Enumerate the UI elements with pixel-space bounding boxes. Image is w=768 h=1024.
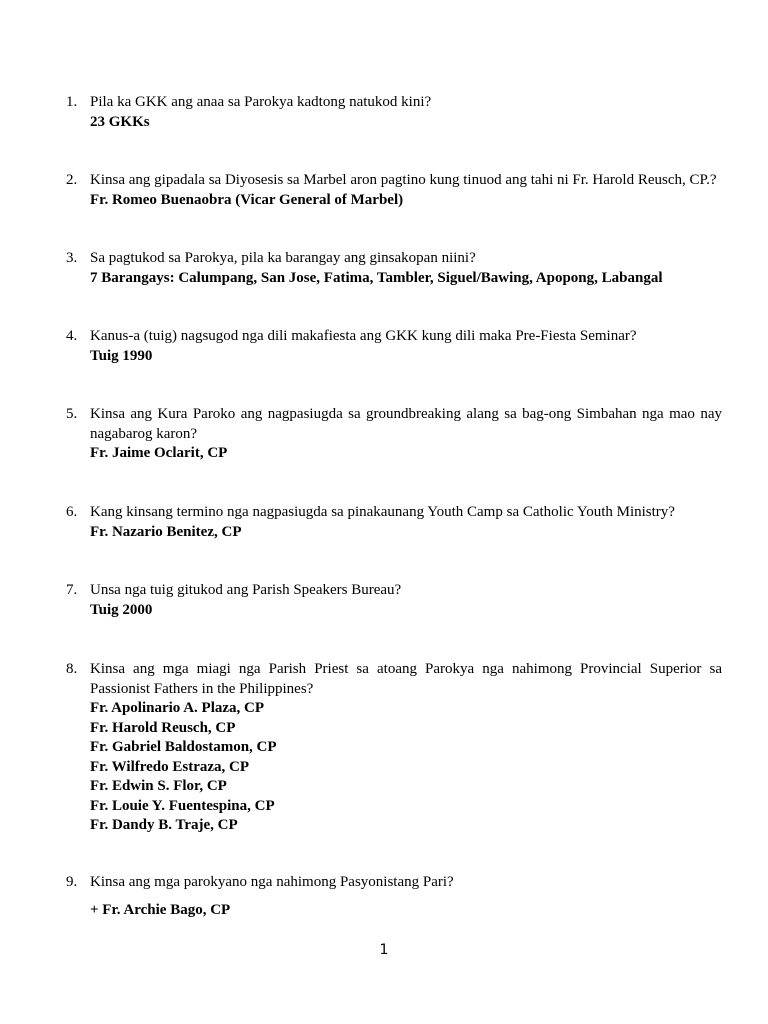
- question-text: Kinsa ang gipadala sa Diyosesis sa Marbel aron pagtino kung tinuod ang tahi ni Fr. Harold Reusch, CP.?: [90, 172, 717, 188]
- answer-text: Fr. Dandy B. Traje, CP: [90, 817, 238, 833]
- answer-text: Fr. Louie Y. Fuentespina, CP: [90, 797, 275, 814]
- answer-text: + Fr. Archie Bago, CP: [90, 901, 231, 918]
- question-number: 8.: [66, 661, 78, 677]
- question-text: Kang kinsang termino nga nagpasiugda sa pinakaunang Youth Camp sa Catholic Youth Ministry?: [90, 504, 675, 520]
- question-item: [66, 581, 722, 620]
- question-number: 5.: [66, 406, 78, 422]
- question-text: Kanus-a (tuig) nagsugod nga dili makafiesta ang GKK kung dili maka Pre-Fiesta Seminar?: [90, 328, 637, 344]
- answer-text: 7 Barangays: Calumpang, San Jose, Fatima, Tambler, Siguel/Bawing, Apopong, Labangal: [90, 269, 663, 286]
- question-number: 3.: [66, 250, 78, 266]
- answer-text: 23 GKKs: [90, 113, 150, 130]
- question-item: [66, 873, 722, 920]
- answer-text: Fr. Jaime Oclarit, CP: [90, 445, 228, 461]
- answer-text: Tuig 2000: [90, 601, 153, 618]
- answer-text: Fr. Apolinario A. Plaza, CP: [90, 700, 265, 716]
- question-text: Sa pagtukod sa Parokya, pila ka barangay ang ginsakopan niini?: [90, 250, 476, 266]
- question-item: [66, 249, 722, 288]
- question-number: 2.: [66, 172, 78, 188]
- question-number: 7.: [66, 582, 78, 598]
- question-text: Kinsa ang Kura Paroko ang nagpasiugda sa groundbreaking alang sa bag-ong Simbahan nga mao nay nagabarog karon?: [90, 406, 722, 442]
- answer-text: Fr. Edwin S. Flor, CP: [90, 778, 227, 794]
- question-item: [66, 171, 722, 210]
- question-number: 6.: [66, 504, 78, 520]
- answer-text: Fr. Romeo Buenaobra (Vicar General of Marbel): [90, 191, 404, 208]
- question-number: 1.: [66, 94, 78, 110]
- question-text: Unsa nga tuig gitukod ang Parish Speakers Bureau?: [90, 582, 402, 598]
- question-item: [66, 93, 722, 132]
- question-item: [66, 327, 722, 366]
- answer-text: Fr. Gabriel Baldostamon, CP: [90, 739, 277, 755]
- answer-text: Fr. Nazario Benitez, CP: [90, 523, 242, 540]
- answer-text: Fr. Wilfredo Estraza, CP: [90, 758, 250, 775]
- question-item: [66, 503, 722, 542]
- question-number: 4.: [66, 328, 78, 344]
- page-number: 1: [379, 942, 389, 958]
- question-number: 9.: [66, 874, 78, 890]
- answer-text: Fr. Harold Reusch, CP: [90, 719, 236, 736]
- question-text: Pila ka GKK ang anaa sa Parokya kadtong natukod kini?: [90, 94, 432, 110]
- question-item: [66, 405, 722, 464]
- question-text: Kinsa ang mga miagi nga Parish Priest sa atoang Parokya nga nahimong Provincial Superior sa Passionist Fathers in the Philippines?: [90, 661, 722, 697]
- question-item: [66, 660, 722, 836]
- question-text: Kinsa ang mga parokyano nga nahimong Pasyonistang Pari?: [90, 874, 454, 890]
- answer-text: Tuig 1990: [90, 347, 153, 364]
